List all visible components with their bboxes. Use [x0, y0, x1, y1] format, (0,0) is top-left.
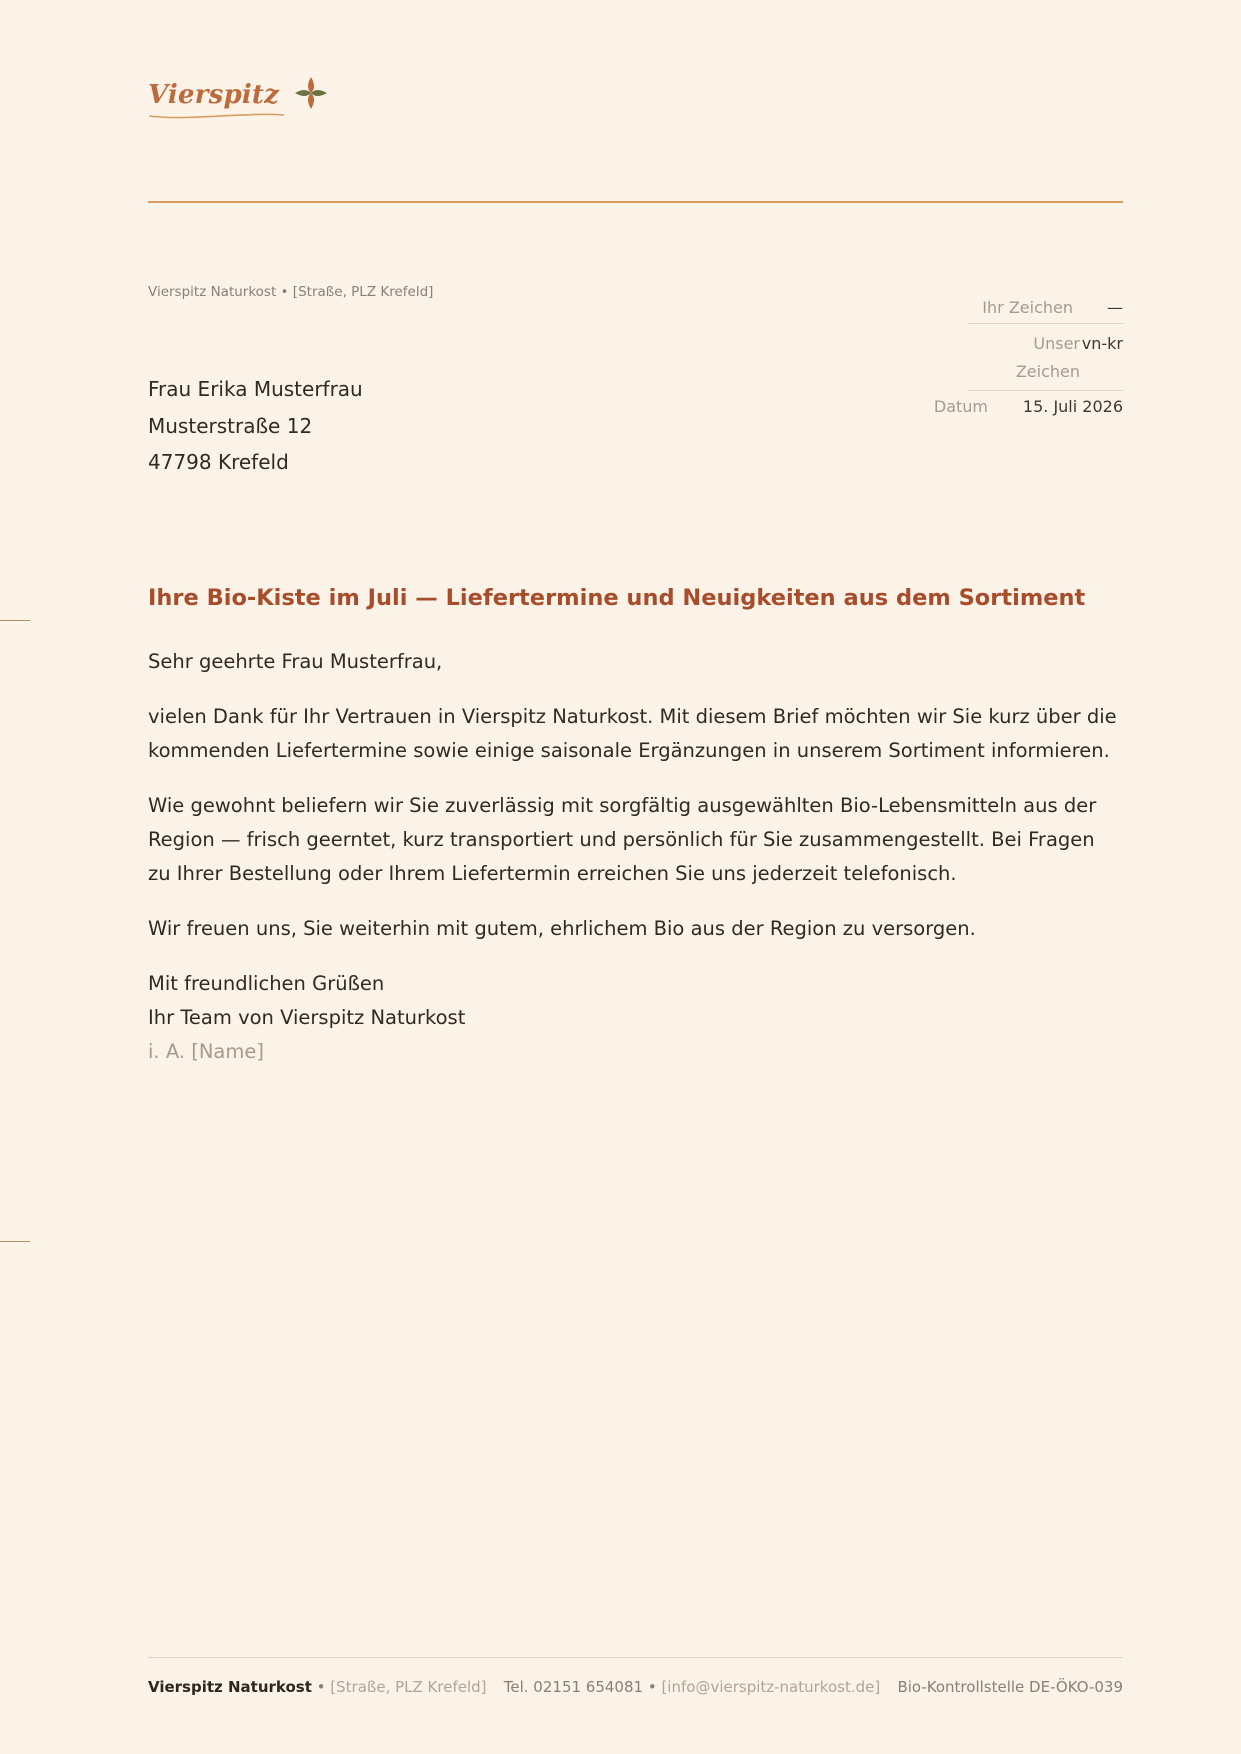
ref-unser-zeichen-value: vn-kr: [1081, 334, 1123, 353]
recipient-street: Musterstraße 12: [148, 413, 313, 438]
logo-wordmark: Vierspitz: [148, 80, 280, 110]
signature-team: Ihr Team von Vierspitz Naturkost: [148, 1006, 466, 1029]
ref-datum: [918, 391, 1123, 416]
recipient-address: [148, 371, 363, 481]
company-logo: [148, 76, 338, 122]
header-divider: [148, 201, 1123, 203]
ref-ihr-zeichen-value: —: [1107, 298, 1123, 317]
footer-phone: Tel. 02151 654081: [503, 1678, 644, 1696]
logo-swoosh: [148, 110, 286, 120]
letter-subject: Ihre Bio-Kiste im Juli — Liefertermine und Neuigkeiten aus dem Sortiment: [148, 585, 1086, 611]
body-paragraph: Wie gewohnt beliefern wir Sie zuverlässig mit sorgfältig ausgewählten Bio-Lebensmitteln aus der Region — frisch geerntet, kurz transportiert und persönlich für Sie zusammengestellt. Bei Fragen zu Ihrer Bestellung oder Ihrem Liefertermin erreichen Sie uns jederzeit telefonisch.: [148, 794, 1097, 885]
ref-datum-label: Datum: [933, 397, 988, 416]
ref-ihr-zeichen-label: Ihr Zeichen: [982, 298, 1073, 317]
ref-unser-zeichen: [968, 324, 1123, 391]
recipient-name: Frau Erika Musterfrau: [148, 377, 363, 401]
ref-datum-value: 15. Juli 2026: [1022, 397, 1123, 416]
recipient-city: 47798 Krefeld: [148, 450, 289, 474]
page-footer: [148, 1678, 1123, 1696]
sender-return-address: Vierspitz Naturkost • [Straße, PLZ Krefeld]: [148, 284, 434, 300]
fold-mark-upper: [0, 620, 30, 621]
fold-mark-lower: [0, 1241, 30, 1242]
footer-street: [Straße, PLZ Krefeld]: [330, 1678, 487, 1696]
signer-placeholder: i. A. [Name]: [148, 1040, 264, 1063]
body-paragraph: vielen Dank für Ihr Vertrauen in Vierspitz Naturkost. Mit diesem Brief möchten wir Sie kurz über die kommenden Liefertermine sowie einige saisonale Ergänzungen in unserem Sortiment informieren.: [148, 705, 1117, 762]
ref-ihr-zeichen: [968, 298, 1123, 324]
footer-control-number: Bio-Kontrollstelle DE-ÖKO-039: [897, 1678, 1123, 1696]
ref-unser-zeichen-label: Unser Zeichen: [1015, 334, 1080, 381]
reference-block: [918, 298, 1123, 416]
footer-company: Vierspitz Naturkost: [148, 1678, 312, 1696]
footer-contact: Tel. 02151 654081 • [info@vierspitz-naturkost.de]: [503, 1678, 881, 1696]
four-leaf-icon: [294, 76, 328, 110]
letter-body: [148, 645, 1123, 1069]
salutation: Sehr geehrte Frau Musterfrau,: [148, 650, 443, 673]
footer-address: Vierspitz Naturkost • [Straße, PLZ Krefeld]: [148, 1678, 487, 1696]
closing-phrase: Mit freundlichen Grüßen: [148, 972, 385, 995]
body-paragraph: Wir freuen uns, Sie weiterhin mit gutem, ehrlichem Bio aus der Region zu versorgen.: [148, 917, 976, 940]
footer-divider: [148, 1657, 1123, 1658]
footer-email: [info@vierspitz-naturkost.de]: [661, 1678, 881, 1696]
